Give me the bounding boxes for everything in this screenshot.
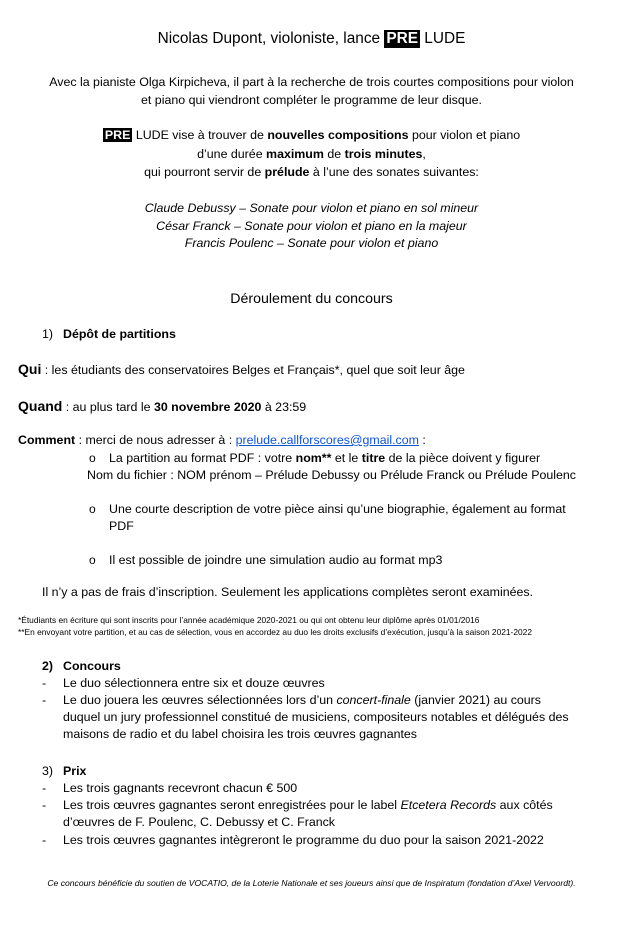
aim-emphasis: maximum xyxy=(266,147,324,161)
bullet-marker: o xyxy=(89,553,96,567)
aim-text: qui pourront servir de xyxy=(144,165,265,179)
aim-emphasis: prélude xyxy=(264,165,310,179)
dash-marker: - xyxy=(42,676,47,690)
prix-item-2 xyxy=(63,797,553,814)
bullet-marker: o xyxy=(89,451,96,465)
aim-line-1 xyxy=(0,127,623,144)
aim-text: à l’une des sonates suivantes: xyxy=(309,165,479,179)
qui-line xyxy=(18,361,465,379)
quand-text: : au plus tard le xyxy=(62,400,154,414)
footnote-2: **En envoyant votre partition, et au cas de sélection, vous en accordez au duo les droits exclusifs d’exécution, jusqu’à la saison 2021-2022 xyxy=(18,627,532,637)
concours-emphasis: concert-finale xyxy=(336,693,411,707)
concours-text: Le duo jouera les œuvres sélectionnées lors d’un xyxy=(63,693,337,707)
concours-item-2-cont: duquel un jury professionnel constitué de musiciens, compositeurs notables et délégués des xyxy=(63,710,569,724)
intro-line-1: Avec la pianiste Olga Kirpicheva, il part à la recherche de trois courtes compositions pour violon xyxy=(49,75,574,89)
aim-text: de xyxy=(323,147,345,161)
bullet-emphasis: titre xyxy=(361,451,386,465)
aim-line-3 xyxy=(0,164,623,181)
dash-marker: - xyxy=(42,693,47,707)
prix-emphasis: Etcetera Records xyxy=(400,798,497,812)
prelude-badge-inline: PRE xyxy=(104,128,131,142)
fees-note: Il n’y a pas de frais d’inscription. Seulement les applications complètes seront examinées. xyxy=(42,585,534,599)
sonata-item: Claude Debussy – Sonate pour violon et piano en sol mineur xyxy=(144,201,479,215)
aim-emphasis: trois minutes xyxy=(344,147,423,161)
bullet-text: La partition au format PDF : votre xyxy=(109,451,296,465)
bullet-1-line-1 xyxy=(109,450,540,467)
prix-text: Les trois œuvres gagnantes seront enregistrées pour le label xyxy=(63,798,401,812)
prix-item-1: Les trois gagnants recevront chacun € 500 xyxy=(63,781,298,795)
quand-text: à 23:59 xyxy=(261,400,307,414)
bullet-2-line-1: Une courte description de votre pièce ainsi qu’une biographie, également au format xyxy=(109,502,566,516)
bullet-marker: o xyxy=(89,502,96,516)
qui-text: : les étudiants des conservatoires Belges et Français*, quel que soit leur âge xyxy=(41,363,465,377)
prix-item-2-cont: d’œuvres de F. Poulenc, C. Debussy et C. Franck xyxy=(63,815,336,829)
deadline-date: 30 novembre 2020 xyxy=(153,400,262,414)
prix-item-3: Les trois œuvres gagnantes intègreront le programme du duo pour la saison 2021-2022 xyxy=(63,833,544,847)
bullet-emphasis: nom** xyxy=(295,451,332,465)
concours-item-2-cont: maisons de radio et du label choisira les trois œuvres gagnantes xyxy=(63,727,418,741)
intro-line-2: et piano qui viendront compléter le programme de leur disque. xyxy=(141,93,482,107)
bullet-3: Il est possible de joindre une simulation audio au format mp3 xyxy=(109,553,443,567)
prix-text: aux côtés xyxy=(496,798,553,812)
comment-label: Comment xyxy=(18,433,76,447)
step-2-number: 2) xyxy=(42,659,54,673)
qui-label: Qui xyxy=(18,361,42,377)
bullet-1-line-2: Nom du fichier : NOM prénom – Prélude Debussy ou Prélude Franck ou Prélude Poulenc xyxy=(87,468,576,482)
sonata-item: César Franck – Sonate pour violon et piano en la majeur xyxy=(156,219,467,233)
dash-marker: - xyxy=(42,798,47,812)
step-3-number: 3) xyxy=(42,764,54,778)
title-suffix: LUDE xyxy=(424,30,466,47)
step-2-title: Concours xyxy=(63,659,121,673)
footer-sponsors: Ce concours bénéficie du soutien de VOCATIO, de la Loterie Nationale et ses joueurs ainsi que de Inspiratum (fondation d’Axel Vervoordt). xyxy=(47,878,576,888)
footnote-1: *Étudiants en écriture qui sont inscrits pour l’année académique 2020-2021 ou qui ont obtenu leur diplôme après 01/01/2016 xyxy=(18,615,480,625)
comment-text: : xyxy=(418,433,426,447)
sonata-item: Francis Poulenc – Sonate pour violon et piano xyxy=(184,236,439,250)
aim-text: d’une durée xyxy=(197,147,267,161)
dash-marker: - xyxy=(42,833,47,847)
quand-line xyxy=(18,398,306,416)
aim-emphasis: nouvelles compositions xyxy=(267,128,409,142)
email-link[interactable]: prelude.callforscores@gmail.com xyxy=(235,433,419,447)
dash-marker: - xyxy=(42,781,47,795)
comment-text: : merci de nous adresser à : xyxy=(75,433,236,447)
step-1-number: 1) xyxy=(42,327,54,341)
concours-text: (janvier 2021) au cours xyxy=(410,693,541,707)
bullet-2-line-2: PDF xyxy=(109,519,134,533)
quand-label: Quand xyxy=(18,398,63,414)
aim-text: , xyxy=(422,147,426,161)
bullet-text: et le xyxy=(331,451,362,465)
page-title xyxy=(0,29,623,49)
step-1-title: Dépôt de partitions xyxy=(63,327,176,341)
aim-line-2 xyxy=(0,146,623,163)
aim-text: pour violon et piano xyxy=(408,128,521,142)
comment-line xyxy=(18,432,426,449)
title-text: Nicolas Dupont, violoniste, lance xyxy=(157,30,385,47)
concours-item-1: Le duo sélectionnera entre six et douze œuvres xyxy=(63,676,325,690)
prelude-badge: PRE xyxy=(386,30,419,47)
section-title: Déroulement du concours xyxy=(230,291,393,307)
bullet-text: de la pièce doivent y figurer xyxy=(385,451,541,465)
concours-item-2 xyxy=(63,692,541,709)
aim-text: LUDE vise à trouver de xyxy=(135,128,268,142)
step-3-title: Prix xyxy=(63,764,87,778)
